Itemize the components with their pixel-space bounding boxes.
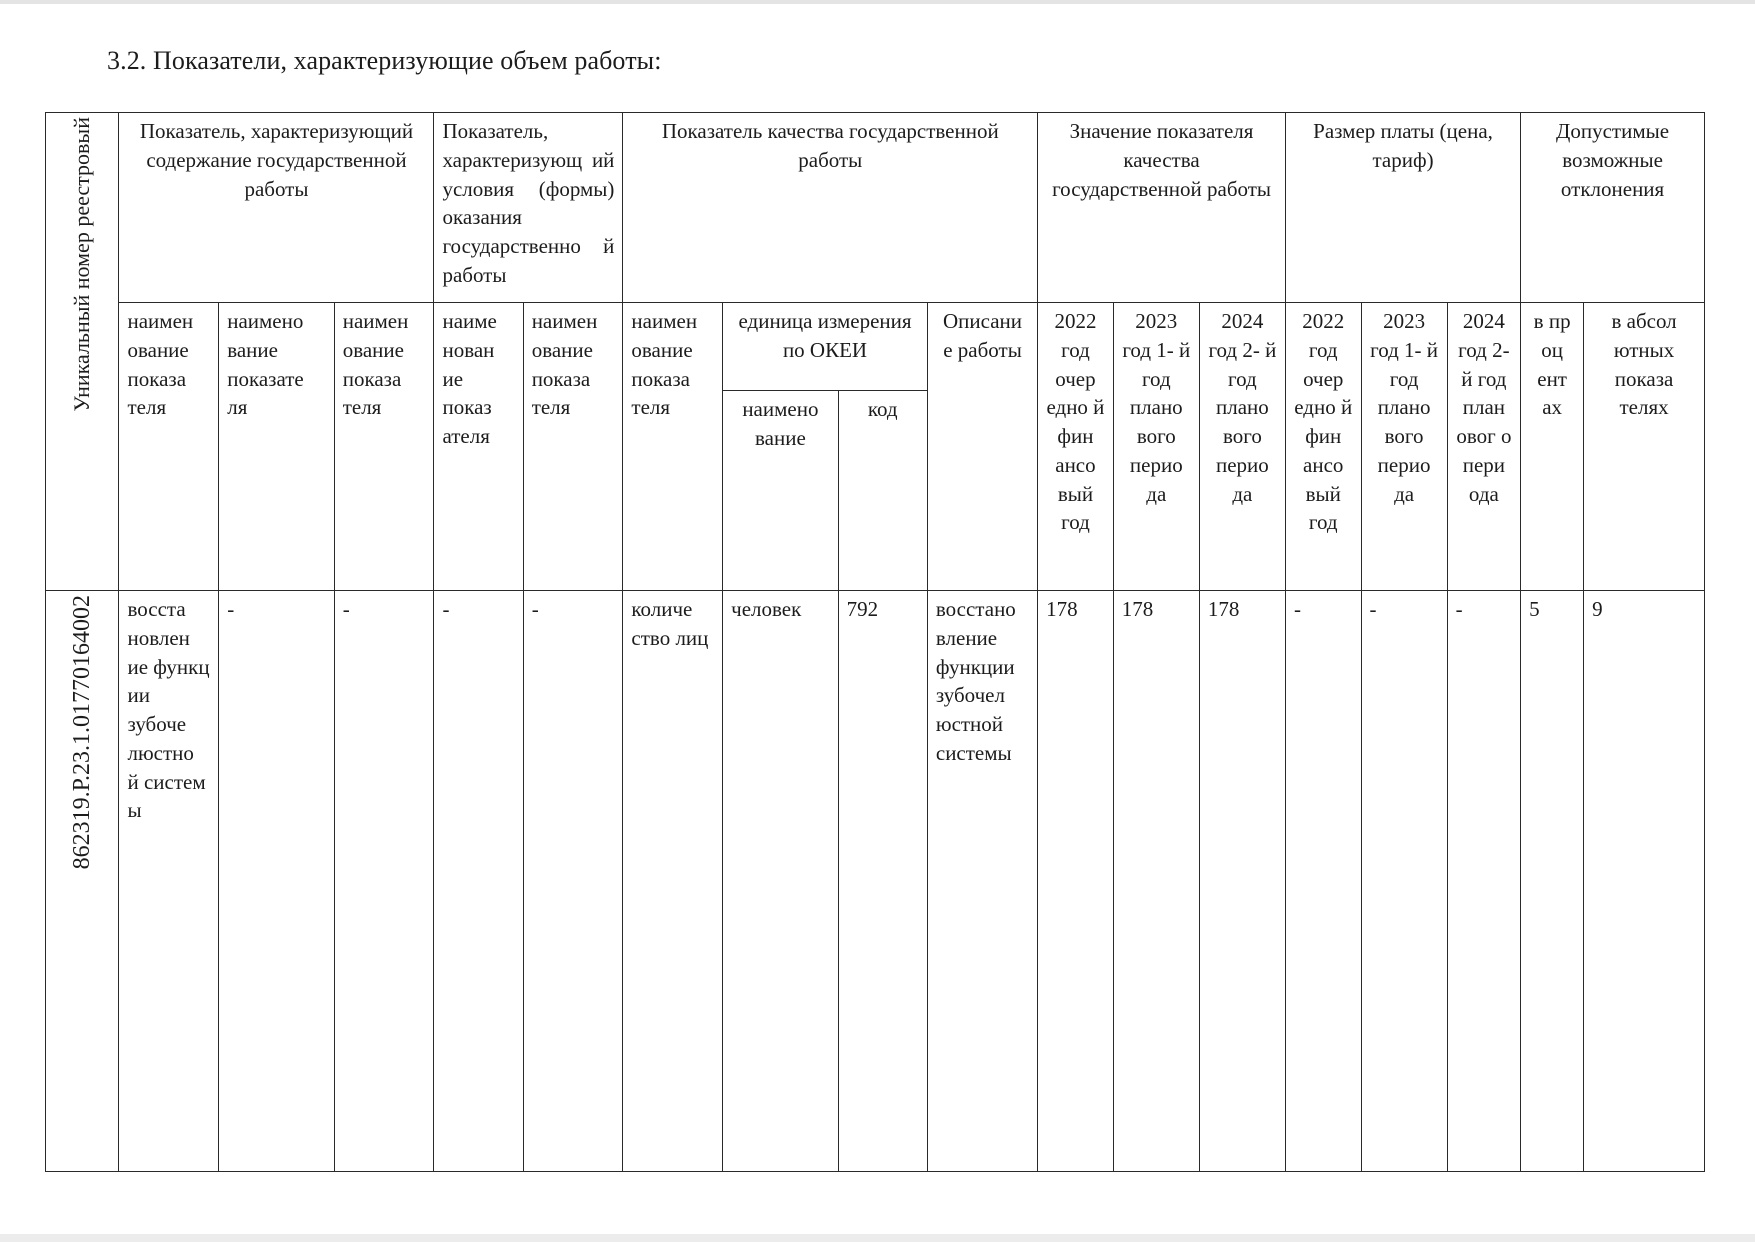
fee-2022-header: 2022 год очер едно й фин ансо вый год	[1285, 303, 1361, 591]
section-heading: 3.2. Показатели, характеризующие объем работы:	[107, 46, 662, 75]
row-content-1: восста новлен ие функц ии зубоче люстно й систем ы	[119, 591, 219, 1172]
table-row	[46, 591, 1705, 1172]
row-fee-2024: -	[1447, 591, 1521, 1172]
value-2022-header: 2022 год очер едно й фин ансо вый год	[1038, 303, 1114, 591]
fee-group-header: Размер платы (цена, тариф)	[1285, 113, 1520, 303]
okei-code-header: код	[838, 391, 927, 591]
okei-unit-header: единица измерения по ОКЕИ	[723, 303, 928, 391]
value-2024-header: 2024 год 2- й год плано вого перио да	[1199, 303, 1285, 591]
unique-number-header-cell	[46, 113, 119, 591]
content-3-header: наимен ование показа теля	[334, 303, 434, 591]
okei-name-header: наимено вание	[723, 391, 838, 591]
quality-name-header: наимен ование показа теля	[623, 303, 723, 591]
registry-number: 862319.Р.23.1.01770164002	[68, 595, 95, 870]
row-quality-name: количе ство лиц	[623, 591, 723, 1172]
unique-number-header: Уникальный номер реестровый	[69, 117, 95, 412]
row-content-3: -	[334, 591, 434, 1172]
row-dev-percent: 5	[1521, 591, 1584, 1172]
row-conditions-1: -	[434, 591, 523, 1172]
value-group-header: Значение показателя качества государственной работы	[1038, 113, 1286, 303]
work-volume-table	[45, 112, 1705, 1172]
content-2-header: наимено вание показате ля	[219, 303, 334, 591]
description-header: Описани е работы	[927, 303, 1037, 591]
row-conditions-2: -	[523, 591, 623, 1172]
row-fee-2023: -	[1361, 591, 1447, 1172]
row-description: восстано вление функции зубочел юстной системы	[927, 591, 1037, 1172]
content-1-header: наимен ование показа теля	[119, 303, 219, 591]
header-row-2	[46, 303, 1705, 391]
fee-2023-header: 2023 год 1- й год плано вого перио да	[1361, 303, 1447, 591]
fee-2024-header: 2024 год 2-й год план овог о пери ода	[1447, 303, 1521, 591]
row-okei-code: 792	[838, 591, 927, 1172]
row-value-2024: 178	[1199, 591, 1285, 1172]
dev-absolute-header: в абсол ютных показа телях	[1584, 303, 1705, 591]
conditions-group-header: Показатель, характеризующ ий условия (формы) оказания государственно й работы	[434, 113, 623, 303]
row-dev-absolute: 9	[1584, 591, 1705, 1172]
value-2023-header: 2023 год 1- й год плано вого перио да	[1113, 303, 1199, 591]
deviation-group-header: Допустимые возможные отклонения	[1521, 113, 1705, 303]
row-okei-name: человек	[723, 591, 838, 1172]
registry-number-cell	[46, 591, 119, 1172]
row-content-2: -	[219, 591, 334, 1172]
conditions-2-header: наимен ование показа теля	[523, 303, 623, 591]
content-group-header: Показатель, характеризующий содержание государственной работы	[119, 113, 434, 303]
scan-edge-top	[0, 0, 1755, 4]
row-fee-2022: -	[1285, 591, 1361, 1172]
quality-group-header: Показатель качества государственной работы	[623, 113, 1038, 303]
row-value-2023: 178	[1113, 591, 1199, 1172]
dev-percent-header: в пр оц ент ах	[1521, 303, 1584, 591]
scan-edge-bottom	[0, 1234, 1755, 1242]
conditions-1-header: наиме нован ие показ ателя	[434, 303, 523, 591]
row-value-2022: 178	[1038, 591, 1114, 1172]
header-row-1	[46, 113, 1705, 303]
